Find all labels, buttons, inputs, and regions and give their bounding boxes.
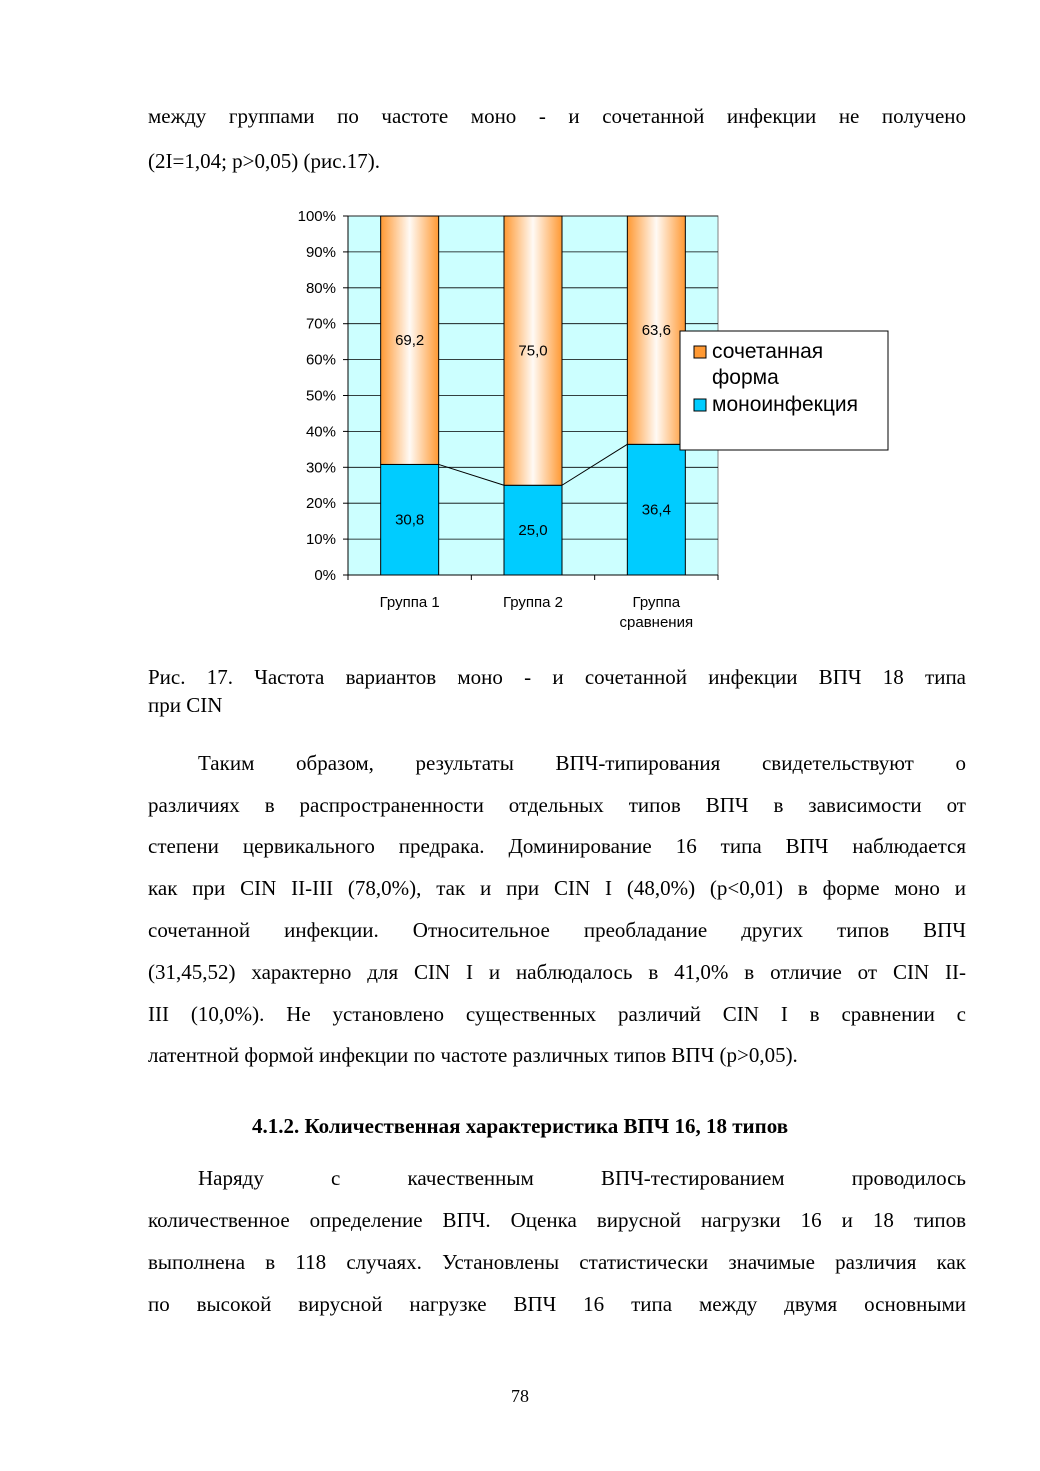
data-label: 69,2 [395, 332, 425, 350]
y-tick-label: 20% [305, 495, 336, 513]
text-line: (2I=1,04; p>0,05) (рис.17). [148, 149, 381, 173]
y-tick-label: 70% [305, 315, 336, 333]
y-tick-label: 40% [305, 423, 336, 441]
data-label: 75,0 [518, 342, 548, 360]
figure-caption [148, 663, 966, 719]
paragraph-line: Наряду с качественным ВПЧ-тестированием проводилось [198, 1166, 966, 1190]
x-tick-label: Группа [632, 594, 681, 611]
paragraph-line: выполнена в 118 случаях. Установлены статистически значимые различия как [148, 1250, 966, 1274]
data-label: 36,4 [641, 501, 671, 519]
paragraph-line: сочетанной инфекции. Относительное преобладание других типов ВПЧ [148, 918, 966, 942]
y-tick-label: 100% [297, 208, 336, 225]
legend-label: форма [712, 366, 779, 389]
data-label: 63,6 [641, 322, 671, 340]
paragraph-line: Таким образом, результаты ВПЧ-типирования свидетельствуют о [198, 751, 966, 775]
data-label: 30,8 [395, 511, 425, 529]
paragraph-line: различиях в распространенности отдельных типов ВПЧ в зависимости от [148, 793, 966, 817]
paragraph-line: латентной формой инфекции по частоте различных типов ВПЧ (p>0,05). [148, 1043, 798, 1067]
page-number: 78 [511, 1386, 529, 1406]
legend-label: сочетанная [712, 340, 824, 363]
paragraph-line: III (10,0%). Не установлено существенных различий CIN I в сравнении с [148, 1002, 966, 1026]
y-tick-label: 10% [305, 531, 336, 549]
y-tick-label: 0% [314, 567, 336, 584]
data-label: 25,0 [518, 522, 548, 540]
y-tick-label: 60% [305, 351, 336, 369]
caption-line-2: при CIN [148, 693, 223, 717]
y-tick-label: 90% [305, 243, 336, 261]
legend-label: моноинфекция [712, 393, 858, 416]
paragraph-line: (31,45,52) характерно для CIN I и наблюдалось в 41,0% в отличие от CIN II- [148, 960, 966, 984]
y-tick-label: 30% [305, 459, 336, 477]
x-tick-label: сравнения [619, 614, 694, 631]
paragraph-line: по высокой вирусной нагрузке ВПЧ 16 типа между двумя основными [148, 1292, 966, 1316]
text-line: между группами по частоте моно - и сочетанной инфекции не получено [148, 104, 966, 128]
legend-swatch [694, 399, 706, 411]
y-tick-label: 80% [305, 279, 336, 297]
paragraph-line: степени цервикального предрака. Доминирование 16 типа ВПЧ наблюдается [148, 834, 966, 858]
x-tick-label: Группа 2 [502, 594, 564, 611]
legend-swatch [694, 346, 706, 358]
y-tick-label: 50% [305, 387, 336, 405]
paragraph-line: количественное определение ВПЧ. Оценка вирусной нагрузки 16 и 18 типов [148, 1208, 966, 1232]
paragraph-line: как при CIN II-III (78,0%), так и при CIN I (48,0%) (p<0,01) в форме моно и [148, 876, 966, 900]
section-heading: 4.1.2. Количественная характеристика ВПЧ 16, 18 типов [251, 1114, 789, 1138]
bar-chart [270, 200, 910, 645]
caption-line-1: Рис. 17. Частота вариантов моно - и сочетанной инфекции ВПЧ 18 типа [148, 665, 966, 689]
x-tick-label: Группа 1 [379, 594, 440, 611]
